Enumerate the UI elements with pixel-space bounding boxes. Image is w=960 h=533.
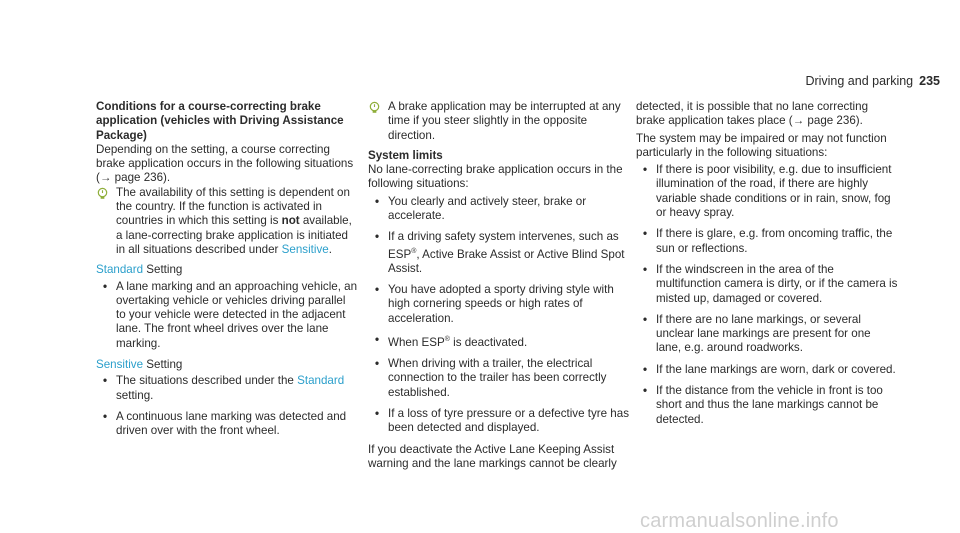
section-title: Driving and parking (805, 74, 914, 88)
bullet-icon: • (643, 227, 648, 241)
list-item (368, 230, 630, 276)
limits-intro: No lane-correcting brake application occurs in the following situations: (368, 163, 623, 191)
sensitive-list (96, 374, 358, 438)
impaired-intro: The system may be impaired or may not function particularly in the following situations: (636, 131, 887, 159)
bullet-icon: • (375, 283, 380, 297)
bullet-icon: • (375, 194, 380, 208)
list-item-text: The situations described under the (116, 374, 298, 388)
list-item (636, 313, 898, 356)
list-item-text: If the lane markings are worn, dark or covered. (656, 362, 896, 376)
list-item (636, 263, 898, 306)
sensitive-link[interactable]: Sensitive (281, 242, 329, 256)
bullet-icon: • (375, 407, 380, 421)
setting-suffix: Setting (143, 358, 183, 372)
list-item-text: If there is poor visibility, e.g. due to insufficient illumination of the road, if there are highly variable shade conditions or in rain, snow, fog or heavy spray. (656, 163, 892, 220)
list-item-text: You clearly and actively steer, brake or accelerate. (388, 194, 587, 223)
standard-list (96, 280, 358, 351)
list-item-text: When driving with a trailer, the electrical connection to the trailer has been correctly established. (388, 357, 607, 399)
intro-text: Depending on the setting, a course correcting brake application occurs in the following situations (→ page 236). (96, 142, 354, 185)
bullet-icon: • (643, 362, 648, 376)
bullet-icon: • (643, 262, 648, 276)
list-item (368, 283, 630, 326)
standard-setting-label (96, 263, 358, 277)
registered-mark: ® (444, 336, 450, 344)
list-item (368, 357, 630, 400)
list-item-text: If a loss of tyre pressure or a defective tyre has been detected and displayed. (388, 407, 630, 435)
sensitive-setting-label (96, 358, 358, 372)
intro-text: detected, it is possible that no lane correcting brake application takes place (→ page 236). (636, 100, 869, 128)
impaired-list (636, 163, 898, 427)
standard-link[interactable]: Standard (96, 263, 144, 277)
list-item (368, 195, 630, 224)
list-item (368, 407, 630, 436)
list-item (96, 410, 358, 439)
list-item-text: You have adopted a sporty driving style with high cornering speeds or high rates of acceleration. (388, 283, 614, 325)
bullet-icon: • (103, 409, 108, 423)
column-2 (368, 100, 630, 471)
bullet-icon: • (643, 312, 648, 326)
list-item (636, 363, 898, 377)
bullet-icon: • (103, 279, 108, 293)
list-item-text: If the windscreen in the area of the multifunction camera is dirty, or if the camera is misted up, damaged or covered. (656, 262, 898, 305)
section-heading: Conditions for a course-correcting brake application (vehicles with Driving Assistance Package) (96, 100, 344, 142)
list-item (636, 384, 898, 427)
list-item-text-end: setting. (116, 388, 154, 402)
outro-text: If you deactivate the Active Lane Keeping Assist warning and the lane markings cannot be clearly (368, 442, 617, 470)
info-lightbulb-icon (96, 187, 109, 200)
note-text: A brake application may be interrupted at any time if you steer slightly in the opposite direction. (388, 100, 621, 142)
list-item (96, 374, 358, 403)
list-item-text: If a driving safety system intervenes, such as ESP (388, 230, 619, 261)
note-box (368, 100, 630, 143)
list-item-text: If there are no lane markings, or several unclear lane markings are present for one lane, e.g. around roadworks. (656, 312, 871, 355)
note-text-cont: available, a lane-correcting brake application is initiated in all situations described under (116, 214, 352, 256)
list-item (636, 227, 898, 256)
setting-suffix: Setting (143, 263, 183, 277)
bullet-icon: • (375, 333, 380, 347)
page-number: 235 (919, 74, 940, 88)
bullet-icon: • (375, 230, 380, 244)
registered-mark: ® (411, 247, 417, 255)
list-item-text: A continuous lane marking was detected and driven over with the front wheel. (116, 409, 347, 438)
limits-list (368, 195, 630, 436)
bullet-icon: • (103, 374, 108, 388)
page-header (760, 74, 940, 88)
sensitive-link-2[interactable]: Sensitive (96, 358, 144, 372)
list-item-text: A lane marking and an approaching vehicle, an overtaking vehicle or vehicles driving parallel to your vehicle were detected in the adjacent lane. The front wheel drives over the lane marking. (116, 279, 358, 350)
note-bold: not (281, 214, 300, 228)
list-item-text-end: is deactivated. (449, 335, 528, 349)
info-lightbulb-icon (368, 101, 381, 114)
watermark: carmanualsonline.info (640, 510, 839, 532)
column-1 (96, 100, 358, 446)
note-text: The availability of this setting is dependent on the country. If the function is activated in countries in which this setting is (116, 185, 350, 228)
list-item-text: If the distance from the vehicle in front is too short and thus the lane markings cannot be detected. (656, 384, 883, 426)
note-end: . (328, 242, 332, 256)
standard-link-2[interactable]: Standard (297, 374, 345, 388)
column-3 (636, 100, 898, 434)
system-limits-heading: System limits (368, 148, 443, 162)
list-item (96, 280, 358, 351)
bullet-icon: • (643, 384, 648, 398)
note-box (96, 186, 358, 257)
bullet-icon: • (375, 357, 380, 371)
list-item-text: If there is glare, e.g. from oncoming traffic, the sun or reflections. (656, 227, 893, 255)
list-item (368, 333, 630, 350)
list-item-text-end: , Active Brake Assist or Active Blind Spot Assist. (388, 247, 625, 275)
bullet-icon: • (643, 163, 648, 177)
list-item (636, 163, 898, 220)
list-item-text: When ESP (388, 335, 445, 349)
